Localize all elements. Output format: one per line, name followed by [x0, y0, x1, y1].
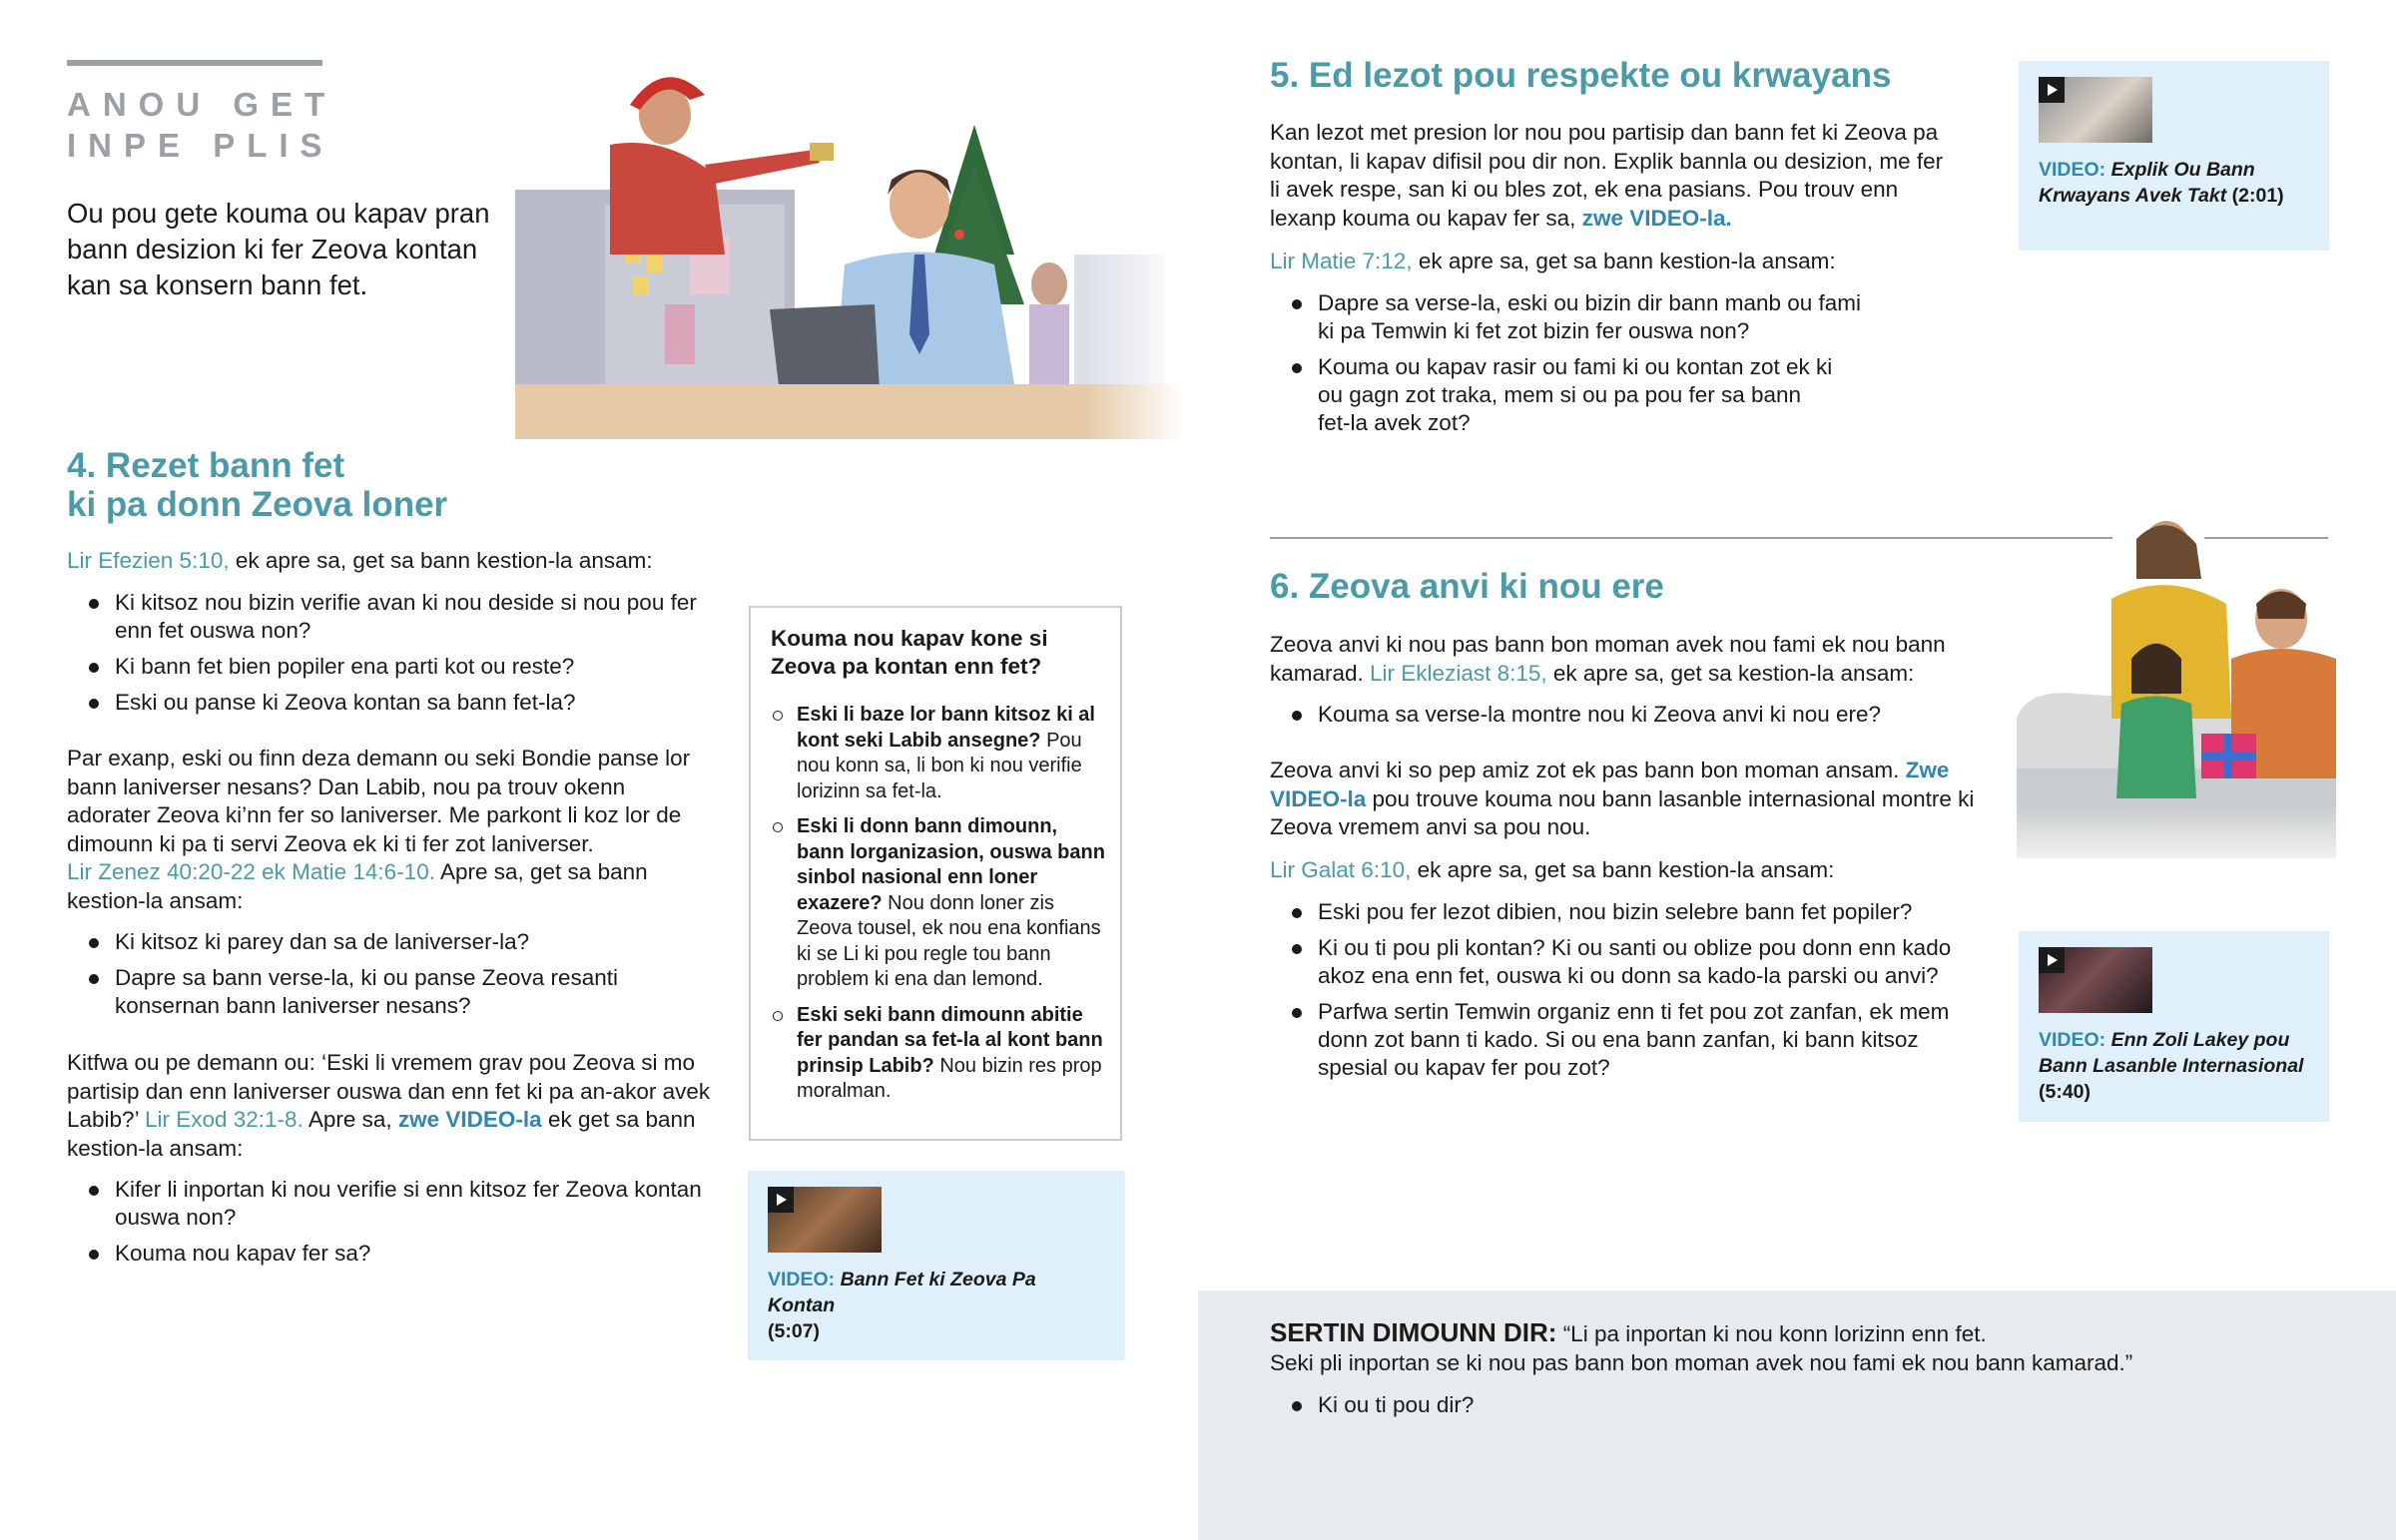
section-6-questions-1 [1270, 701, 1969, 737]
quote-questions [1270, 1391, 1969, 1427]
section-6-reading [1270, 856, 1949, 885]
question-item: Kouma ou kapav rasir ou fami ki ou kontan zot ek ki ou gagn zot traka, mem si ou pa pou fer sa bann fet-la avek zot? [1270, 353, 1837, 437]
reading-instruction: ek apre sa, get sa bann kestion-la ansam: [1412, 249, 1836, 273]
video-duration: (5:40) [2039, 1081, 2092, 1103]
question-item: Kifer li inportan ki nou verifie si enn kitsoz fer Zeova kontan ouswa non? [67, 1176, 706, 1232]
section-4-questions-3 [67, 1176, 706, 1276]
section-5-questions [1270, 289, 1929, 445]
intro-text: Ou pou gete kouma ou kapav pran bann desizion ki fer Zeova kontan kan sa konsern bann fet. [67, 198, 490, 300]
section-6-paragraph [1270, 631, 1989, 688]
scripture-ref-zenez[interactable]: Lir Zenez 40:20-22 ek Matie 14:6-10. [67, 859, 435, 884]
reading-instruction: ek apre sa, get sa bann kestion-la ansam: [1411, 857, 1835, 882]
video-card-lakey[interactable] [2019, 931, 2329, 1122]
section-6-paragraph-2 [1270, 757, 1989, 842]
quote-line-1: “Li pa inportan ki nou konn lorizinn enn fet. [1556, 1321, 1987, 1346]
video-label: VIDEO: [768, 1269, 836, 1290]
scripture-ref-ekleziast[interactable]: Lir Ekleziast 8:15, [1370, 660, 1547, 686]
video-title[interactable]: Enn Zoli Lakey pou Bann Lasanble Internasional [2039, 1029, 2304, 1077]
kicker-heading [67, 84, 336, 166]
sidebar-item-question: Eski li baze lor bann kitsoz ki al kont seki Labib ansegne? [797, 704, 1095, 752]
video-card-explik[interactable] [2019, 61, 2329, 251]
quote-line-2: Seki pli inportan se ki nou pas bann bon moman avek nou fami ek nou bann kamarad.” [1270, 1350, 2133, 1375]
question-item: Parfwa sertin Temwin organiz enn ti fet pou zot zanfan, ek mem donn zot bann ti kado. Si ou ena bann zanfan, ki bann kitsoz spesial ou kapav fer pou zot? [1270, 998, 1989, 1082]
video-thumbnail[interactable] [2039, 947, 2152, 1013]
play-video-link[interactable]: zwe VIDEO-la [397, 1107, 542, 1132]
quote-text [1270, 1318, 2268, 1377]
reading-instruction: ek get sa bann kestion-la ansam: [67, 1107, 696, 1161]
family-gift-illustration [2017, 519, 2336, 878]
section-4-reading [67, 547, 706, 576]
video-duration: (2:01) [2231, 185, 2284, 207]
section-5-reading [1270, 248, 1949, 276]
video-caption [768, 1267, 1107, 1344]
section-5-paragraph [1270, 119, 1949, 233]
section-4-title-line-1: 4. Rezet bann fet [67, 446, 345, 485]
question-item: Dapre sa bann verse-la, ki ou panse Zeova resanti konsernan bann laniverser nesans? [67, 964, 706, 1020]
video-label: VIDEO: [2039, 159, 2106, 181]
sidebar-item [771, 814, 1110, 993]
question-item: Ki ou ti pou pli kontan? Ki ou santi ou oblize pou donn enn kado akoz ena enn fet, ouswa ki ou donn sa kado-la parski ou anvi? [1270, 934, 1989, 990]
section-divider [1270, 537, 2112, 539]
paragraph-text: Zeova anvi ki nou pas bann bon moman avek nou fami ek nou bann kamarad. [1270, 632, 1946, 686]
reading-instruction: ek apre sa, get sa kestion-la ansam: [1546, 660, 1915, 686]
section-4-questions-1 [67, 589, 706, 725]
video-caption [2039, 157, 2318, 209]
scripture-ref-efezien[interactable]: Lir Efezien 5:10, [67, 548, 230, 573]
sidebar-title: Kouma nou kapav kone si Zeova pa kontan enn fet? [771, 626, 1048, 679]
scripture-ref-galat[interactable]: Lir Galat 6:10, [1270, 857, 1412, 882]
quote-label: SERTIN DIMOUNN DIR: [1270, 1317, 1557, 1347]
section-4-title-line-2: ki pa donn Zeova loner [67, 485, 448, 524]
reading-instruction: ek apre sa, get sa bann kestion-la ansam: [229, 548, 653, 573]
video-card-bann-fet[interactable] [748, 1171, 1125, 1360]
play-video-link[interactable]: Zwe VIDEO-la [1270, 758, 1950, 811]
sidebar-item [771, 703, 1110, 804]
section-6-title: 6. Zeova anvi ki nou ere [1270, 567, 1664, 606]
video-title[interactable]: Bann Fet ki Zeova Pa Kontan [768, 1269, 1036, 1316]
section-4-questions-2 [67, 928, 706, 1028]
question-item: Eski ou panse ki Zeova kontan sa bann fet-la? [67, 689, 706, 717]
play-icon[interactable] [768, 1187, 794, 1213]
video-title[interactable]: Explik Ou Bann Krwayans Avek Takt [2039, 159, 2255, 207]
section-6-questions-2 [1270, 898, 1989, 1090]
video-caption [2039, 1027, 2318, 1105]
question-item: Ki ou ti pou dir? [1270, 1391, 1969, 1419]
play-video-link[interactable]: zwe VIDEO-la. [1581, 205, 1732, 231]
scripture-ref-exod[interactable]: Lir Exod 32:1-8. [144, 1107, 303, 1132]
sidebar-item-text: Pou nou konn sa, li bon ki nou verifie lorizinn sa fet-la. [797, 729, 1082, 802]
reading-instruction: Apre sa, get sa bann kestion-la ansam: [67, 859, 648, 913]
scripture-ref-matie[interactable]: Lir Matie 7:12, [1270, 249, 1413, 273]
paragraph-text: Zeova anvi ki so pep amiz zot ek pas bann bon moman ansam. [1270, 758, 1906, 782]
paragraph-text: pou trouve kouma nou bann lasanble internasional montre ki Zeova vremem anvi sa pou nou. [1270, 785, 1975, 839]
paragraph-text: Kan lezot met presion lor nou pou partisip dan bann fet ki Zeova pa kontan, li kapav difisil pou dir non. Explik bannla ou desizion, me fer li avek respe, san ki ou bles zot, ek ena pasians. Pou trouv enn lexanp kouma ou kapav fer sa, [1270, 120, 1944, 231]
question-item: Ki kitsoz ki parey dan sa de laniverser-la? [67, 928, 706, 956]
sidebar-item [771, 1003, 1110, 1105]
video-thumbnail[interactable] [2039, 77, 2152, 143]
section-4-title [67, 446, 626, 524]
sidebar-item-question: Eski seki bann dimounn abitie fer pandan sa fet-la al kont bann prinsip Labib? [797, 1003, 1103, 1077]
question-item: Ki kitsoz nou bizin verifie avan ki nou deside si nou pou fer enn fet ouswa non? [67, 589, 706, 645]
video-label: VIDEO: [2039, 1029, 2106, 1051]
sidebar-item-text: Nou bizin res prop moralman. [797, 1054, 1102, 1102]
paragraph-text: Par exanp, eski ou finn deza demann ou seki Bondie panse lor bann laniverser nesans? Dan Labib, nou pa trouv okenn adorater Zeova ki’nn fer so laniverser. Me parkont li koz lor de dimounn ki pa ti servi Zeova ek ki ti fer zot laniverser. [67, 746, 691, 856]
question-item: Dapre sa verse-la, eski ou bizin dir bann manb ou fami ki pa Temwin ki fet zot bizin fer ouswa non? [1270, 289, 1877, 345]
play-icon[interactable] [2039, 77, 2065, 103]
question-item: Kouma sa verse-la montre nou ki Zeova anvi ki nou ere? [1270, 701, 1969, 729]
sidebar-item-question: Eski li donn bann dimounn, bann lorganizasion, ouswa bann sinbol nasional enn loner exazere? [797, 815, 1105, 914]
question-item: Kouma nou kapav fer sa? [67, 1240, 706, 1268]
video-duration: (5:07) [768, 1320, 821, 1342]
question-item: Ki bann fet bien popiler ena parti kot ou reste? [67, 653, 706, 681]
video-thumbnail[interactable] [768, 1187, 882, 1253]
question-item: Eski pou fer lezot dibien, nou bizin selebre bann fet popiler? [1270, 898, 1989, 926]
paragraph-text: Apre sa, [302, 1107, 398, 1132]
kicker-line-1: ANOU GET [67, 86, 337, 123]
kicker-line-2: INPE PLIS [67, 127, 334, 164]
sidebar-list [771, 703, 1110, 1115]
section-4-paragraph-2 [67, 1049, 716, 1163]
paragraph-text: Kitfwa ou pe demann ou: ‘Eski li vremem grav pou Zeova si mo partisip dan enn laniverser ouswa dan enn fet ki pa an-akor avek Labib?’ [67, 1050, 711, 1132]
section-5-title: 5. Ed lezot pou respekte ou krwayans [1270, 56, 1892, 95]
office-christmas-illustration [515, 55, 1184, 439]
sidebar-item-text: Nou donn loner zis Zeova tousel, ek nou ena konfians ki se Li ki pou regle tou bann problem ki ena dan lemond. [797, 891, 1101, 990]
play-icon[interactable] [2039, 947, 2065, 973]
kicker-rule [67, 60, 322, 66]
section-4-paragraph-1 [67, 745, 706, 915]
